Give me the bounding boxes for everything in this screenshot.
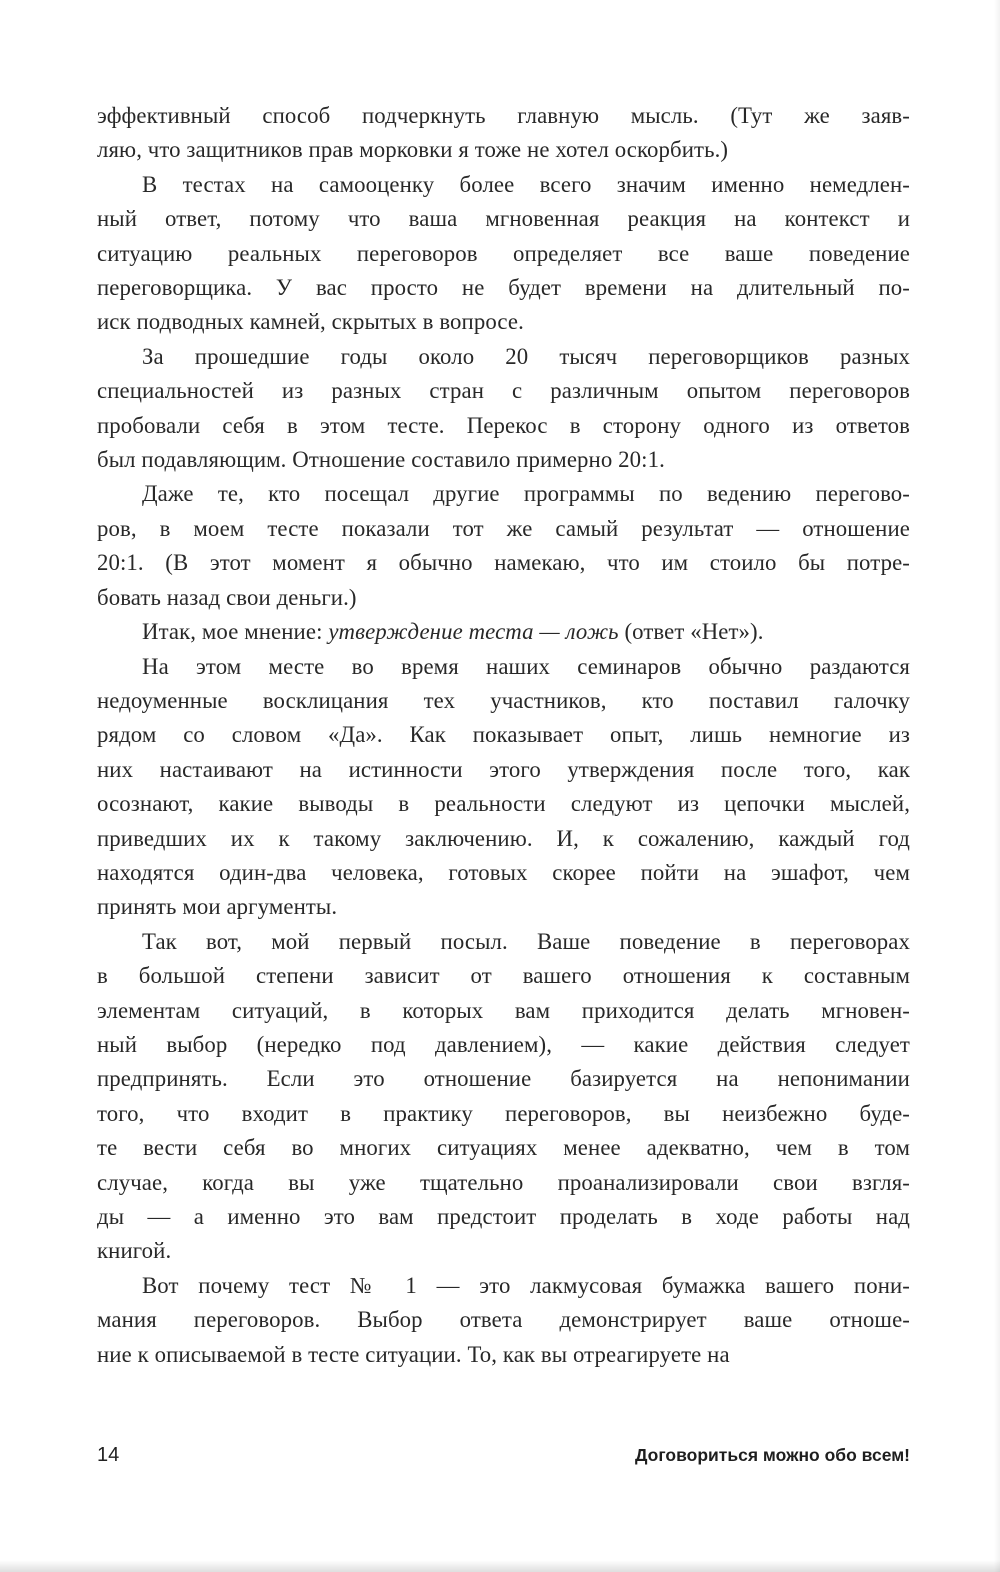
text-line bbox=[97, 1269, 910, 1303]
text-segment: ный ответ, потому что ваша мгновенная реакция на контекст и bbox=[97, 206, 910, 232]
text-line bbox=[97, 1131, 910, 1165]
text-segment: переговорщика. У вас просто не будет времени на длительный по- bbox=[97, 275, 910, 301]
paragraph bbox=[97, 615, 910, 649]
text-segment: ситуацию реальных переговоров определяет все ваше поведение bbox=[97, 240, 910, 266]
text-segment: случае, когда вы уже тщательно проанализировали свои взгля- bbox=[97, 1169, 910, 1195]
text-segment: Итак, мое мнение: bbox=[142, 619, 329, 645]
text-line bbox=[97, 305, 910, 339]
italic-text: утверждение теста — ложь bbox=[328, 619, 619, 645]
text-segment: в большой степени зависит от вашего отношения к составным bbox=[97, 963, 910, 989]
text-line bbox=[97, 374, 910, 408]
paragraph bbox=[97, 1269, 910, 1372]
text-line bbox=[97, 890, 910, 924]
text-segment: 20:1. (В этот момент я обычно намекаю, что им стоило бы потре- bbox=[97, 550, 910, 576]
text-line bbox=[97, 994, 910, 1028]
text-segment: того, что входит в практику переговоров, вы неизбежно буде- bbox=[97, 1100, 910, 1126]
text-line bbox=[97, 477, 910, 511]
text-line bbox=[97, 650, 910, 684]
page-number: 14 bbox=[97, 1444, 120, 1466]
text-line bbox=[97, 822, 910, 856]
text-line bbox=[97, 1166, 910, 1200]
text-line bbox=[97, 1303, 910, 1337]
page-bottom-shadow bbox=[0, 1560, 1000, 1572]
text-segment: осознают, какие выводы в реальности следуют из цепочки мыслей, bbox=[97, 791, 910, 817]
text-line bbox=[97, 99, 910, 133]
text-segment: иск подводных камней, скрытых в вопросе. bbox=[97, 309, 524, 335]
text-line bbox=[97, 133, 910, 167]
text-segment: специальностей из разных стран с различным опытом переговоров bbox=[97, 378, 910, 404]
paragraph bbox=[97, 925, 910, 1269]
text-segment: В тестах на самооценку более всего значим именно немедлен- bbox=[142, 171, 910, 197]
text-segment: рядом со словом «Да». Как показывает опыт, лишь немногие из bbox=[97, 722, 910, 748]
text-line bbox=[97, 1062, 910, 1096]
text-segment: ние к описываемой в тесте ситуации. То, как вы отреагируете на bbox=[97, 1341, 730, 1367]
text-line bbox=[97, 546, 910, 580]
text-line bbox=[97, 1028, 910, 1062]
text-segment: На этом месте во время наших семинаров обычно раздаются bbox=[142, 653, 910, 679]
text-line bbox=[97, 925, 910, 959]
text-segment: ляю, что защитников прав морковки я тоже не хотел оскорбить.) bbox=[97, 137, 729, 163]
text-segment: Вот почему тест № 1 — это лакмусовая бумажка вашего пони- bbox=[142, 1272, 910, 1298]
text-segment: те вести себя во многих ситуациях менее адекватно, чем в том bbox=[97, 1135, 910, 1161]
text-segment: (ответ «Нет»). bbox=[618, 619, 764, 645]
text-line bbox=[97, 443, 910, 477]
running-footer-title: Договориться можно обо всем! bbox=[634, 1445, 910, 1465]
text-line bbox=[97, 202, 910, 236]
paragraph bbox=[97, 340, 910, 478]
text-segment: пробовали себя в этом тесте. Перекос в сторону одного из ответов bbox=[97, 412, 910, 438]
text-line bbox=[97, 1234, 910, 1268]
text-line bbox=[97, 959, 910, 993]
text-line bbox=[97, 237, 910, 271]
text-segment: ный выбор (нередко под давлением), — какие действия следует bbox=[97, 1031, 910, 1057]
text-segment: принять мои аргументы. bbox=[97, 894, 338, 920]
body-text bbox=[97, 99, 910, 1372]
text-line bbox=[97, 340, 910, 374]
paragraph bbox=[97, 477, 910, 615]
text-segment: ды — а именно это вам предстоит проделать в ходе работы над bbox=[97, 1204, 910, 1229]
text-line bbox=[97, 787, 910, 821]
page-footer bbox=[97, 1444, 910, 1467]
text-segment: элементам ситуаций, в которых вам приходится делать мгновен- bbox=[97, 997, 910, 1023]
text-segment: За прошедшие годы около 20 тысяч переговорщиков разных bbox=[142, 343, 910, 369]
text-line bbox=[97, 615, 910, 649]
text-segment: мания переговоров. Выбор ответа демонстрирует ваше отноше- bbox=[97, 1307, 910, 1333]
text-segment: находятся один-два человека, готовых скорее пойти на эшафот, чем bbox=[97, 859, 910, 885]
text-segment: эффективный способ подчеркнуть главную мысль. (Тут же заяв- bbox=[97, 103, 910, 128]
text-segment: предпринять. Если это отношение базируется на непонимании bbox=[97, 1066, 910, 1092]
text-line bbox=[97, 409, 910, 443]
text-segment: был подавляющим. Отношение составило примерно 20:1. bbox=[97, 447, 665, 473]
paragraph bbox=[97, 99, 910, 168]
text-segment: Так вот, мой первый посыл. Ваше поведение в переговорах bbox=[142, 928, 910, 954]
text-segment: книгой. bbox=[97, 1238, 172, 1264]
paragraph bbox=[97, 650, 910, 925]
text-segment: недоуменные восклицания тех участников, кто поставил галочку bbox=[97, 687, 910, 713]
text-line bbox=[97, 684, 910, 718]
text-segment: бовать назад свои деньги.) bbox=[97, 584, 357, 610]
page-right-shadow bbox=[994, 0, 1000, 1572]
text-line bbox=[97, 1097, 910, 1131]
text-segment: ров, в моем тесте показали тот же самый результат — отношение bbox=[97, 515, 910, 541]
text-line bbox=[97, 753, 910, 787]
text-line bbox=[97, 168, 910, 202]
text-line bbox=[97, 581, 910, 615]
text-line bbox=[97, 718, 910, 752]
text-line bbox=[97, 1200, 910, 1234]
text-segment: приведших их к такому заключению. И, к сожалению, каждый год bbox=[97, 825, 910, 851]
text-line bbox=[97, 271, 910, 305]
paragraph bbox=[97, 168, 910, 340]
text-line bbox=[97, 856, 910, 890]
text-segment: них настаивают на истинности этого утверждения после того, как bbox=[97, 756, 910, 782]
text-line bbox=[97, 1338, 910, 1372]
text-segment: Даже те, кто посещал другие программы по ведению перегово- bbox=[142, 481, 910, 507]
text-line bbox=[97, 512, 910, 546]
